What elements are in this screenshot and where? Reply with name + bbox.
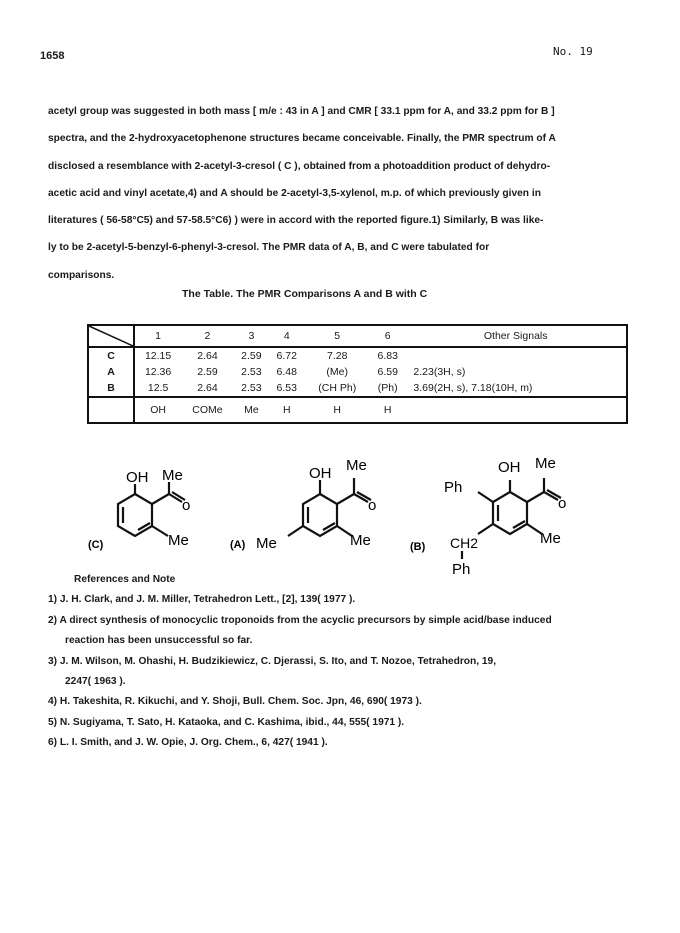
table-header-row [88,325,627,347]
column-header: 3 [234,325,269,347]
table-cell: (Ph) [377,382,398,394]
body-line: acetic acid and vinyl acetate,4) and A should be 2-acetyl-3,5-xylenol, m.p. of which previously given in [48,187,541,199]
table-cell: 6.59 [377,366,398,378]
structure-a-left-me: Me [256,535,277,552]
structure-b-ch2: CH2 [450,535,479,551]
structure-c [118,482,185,536]
reference-item: 3) J. M. Wilson, M. Ohashi, H. Budzikiewicz, C. Djerassi, S. Ito, and T. Nozoe, Tetrahedron, 19, [48,655,497,667]
row-label: B [88,380,134,397]
table-units-row [88,397,627,423]
structure-b-me: Me [540,530,561,547]
references-section [48,570,638,754]
table-cell: 12.15 [144,350,172,362]
structure-a [288,478,371,536]
table-cell: 2.64 [197,350,218,362]
table-cell: 12.5 [147,382,169,394]
body-paragraph [48,98,634,289]
body-line: comparisons. [48,269,115,281]
table-cell: 6.53 [276,382,297,394]
table-cell: 7.28 [327,350,348,362]
body-line: spectra, and the 2-hydroxyacetophenone structures became conceivable. Finally, the PMR spectrum of A [48,133,556,145]
table-cell: (CH Ph) [318,382,357,394]
unit-cell: H [370,397,405,423]
column-header: 4 [269,325,304,347]
body-line: literatures ( 56-58°C5) and 57-58.5°C6) ) were in accord with the reported figure.1) Similarly, B was like- [48,215,544,227]
references-heading: References and Note [74,574,176,585]
reference-item: 4) H. Takeshita, R. Kikuchi, and Y. Shoji, Bull. Chem. Soc. Jpn, 46, 690( 1973 ). [48,696,422,708]
table-cell: 2.59 [241,350,262,362]
structure-b-top-phenyl: Ph [444,479,463,496]
structure-b-acetyl-me: Me [535,455,556,472]
unit-cell: COMe [181,397,234,423]
table-cell: 6.83 [377,350,398,362]
body-line: acetyl group was suggested in both mass [ m/e : 43 in A ] and CMR [ 33.1 ppm for A, and 33.2 ppm for B ] [48,106,555,117]
column-header: 6 [370,325,405,347]
table-cell: 2.59 [197,366,218,378]
table-row [88,380,627,397]
unit-cell: Me [234,397,269,423]
row-label: A [88,364,134,380]
structure-a-carbonyl-o: o [368,497,377,514]
structure-c-label: (C) [88,539,104,551]
unit-cell: H [269,397,304,423]
table-cell: 3.69(2H, s), 7.18(10H, m) [413,382,533,394]
table-cell: 2.64 [197,382,218,394]
structure-b-label: (B) [410,541,426,553]
body-line: ly to be 2-acetyl-5-benzyl-6-phenyl-3-cresol. The PMR data of A, B, and C were tabulated for [48,242,490,254]
body-line: disclosed a resemblance with 2-acetyl-3-cresol ( C ), obtained from a photoaddition product of dehydro- [48,160,551,172]
reference-item: 1) J. H. Clark, and J. M. Miller, Tetrahedron Lett., [2], 139( 1977 ). [48,594,356,606]
page-number: 1658 [40,50,65,62]
reference-item: 2) A direct synthesis of monocyclic troponoids from the acyclic precursors by simple acid/base induced [48,614,552,626]
reference-item: 5) N. Sugiyama, T. Sato, H. Kataoka, and C. Kashima, ibid., 44, 555( 1971 ). [48,716,405,728]
reference-item: 6) L. I. Smith, and J. W. Opie, J. Org. Chem., 6, 427( 1941 ). [48,737,328,749]
reference-item-continued: 2247( 1963 ). [65,676,126,688]
table-caption: The Table. The PMR Comparisons A and B with C [182,288,428,300]
row-label: C [88,347,134,364]
corner-diagonal [89,326,133,346]
table-cell: 2.53 [241,366,262,378]
table-cell: 6.48 [276,366,297,378]
structure-a-ring-me: Me [350,532,371,549]
structure-c-oh: OH [126,469,149,486]
table-corner-cell [88,325,134,347]
column-header: Other Signals [405,325,627,347]
table-cell: (Me) [326,366,349,378]
table-row [88,364,627,380]
structure-b-oh: OH [498,459,521,476]
structure-b-bottom-phenyl: Ph [452,561,471,578]
structure-a-oh: OH [309,465,332,482]
reference-item-continued: reaction has been unsuccessful so far. [65,635,253,647]
unit-cell: H [304,397,370,423]
structure-c-acetyl-me: Me [162,467,183,484]
structure-a-acetyl-me: Me [346,457,367,474]
unit-cell: OH [134,397,181,423]
issue-number: No. 19 [553,45,593,58]
structure-b-carbonyl-o: o [558,495,567,512]
unit-cell-empty [405,397,627,423]
table-cell [405,347,627,364]
structure-a-label: (A) [230,539,246,551]
table-cell: 2.23(3H, s) [413,366,466,378]
table-cell: 12.36 [144,366,172,378]
structure-c-carbonyl-o: o [182,497,191,514]
pmr-table [87,324,628,424]
column-header: 1 [134,325,181,347]
table-row [88,347,627,364]
chemical-structures [80,448,640,578]
table-cell: 6.72 [276,350,297,362]
column-header: 2 [181,325,234,347]
row-label-empty [88,397,134,423]
column-header: 5 [304,325,370,347]
structure-c-me: Me [168,532,189,549]
table-cell: 2.53 [241,382,262,394]
